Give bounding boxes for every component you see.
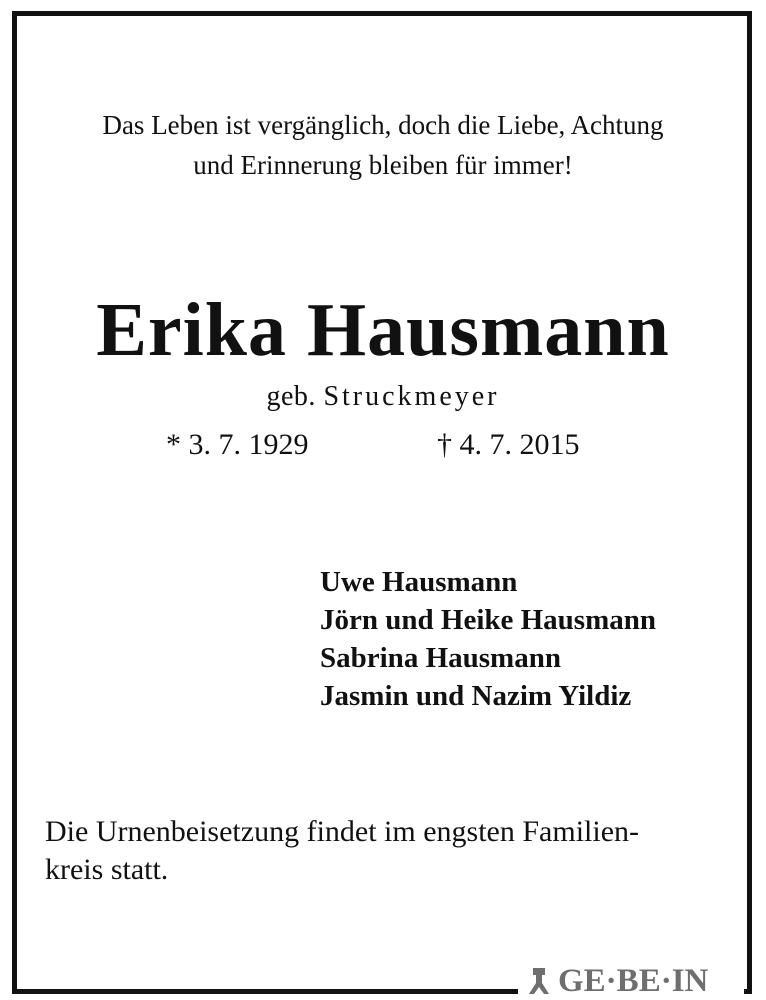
logo-text: GE·BE·IN bbox=[558, 962, 709, 999]
burial-notice bbox=[45, 813, 735, 889]
gebein-logo bbox=[518, 962, 744, 1000]
motto-line-2: und Erinnerung bleiben für immer! bbox=[193, 150, 573, 180]
gebein-logo-icon bbox=[526, 966, 552, 996]
death-date: † 4. 7. 2015 bbox=[437, 428, 580, 461]
survivor-item: Sabrina Hausmann bbox=[320, 642, 561, 674]
motto bbox=[0, 105, 766, 185]
survivors-list bbox=[320, 563, 656, 715]
notice-line-1: Die Urnenbeisetzung findet im engsten Familien- bbox=[45, 815, 640, 848]
survivor-item: Jörn und Heike Hausmann bbox=[320, 604, 657, 636]
maiden-prefix: geb. bbox=[266, 381, 316, 412]
notice-line-2: kreis statt. bbox=[45, 853, 169, 886]
survivor-item: Jasmin und Nazim Yildiz bbox=[320, 680, 632, 712]
survivor-item: Uwe Hausmann bbox=[320, 566, 518, 598]
deceased-name: Erika Hausmann bbox=[96, 288, 670, 372]
maiden-name-line bbox=[0, 379, 766, 415]
maiden-name: Struckmeyer bbox=[323, 381, 500, 412]
motto-line-1: Das Leben ist vergänglich, doch die Liebe, Achtung bbox=[102, 110, 664, 140]
birth-date: * 3. 7. 1929 bbox=[166, 428, 309, 461]
